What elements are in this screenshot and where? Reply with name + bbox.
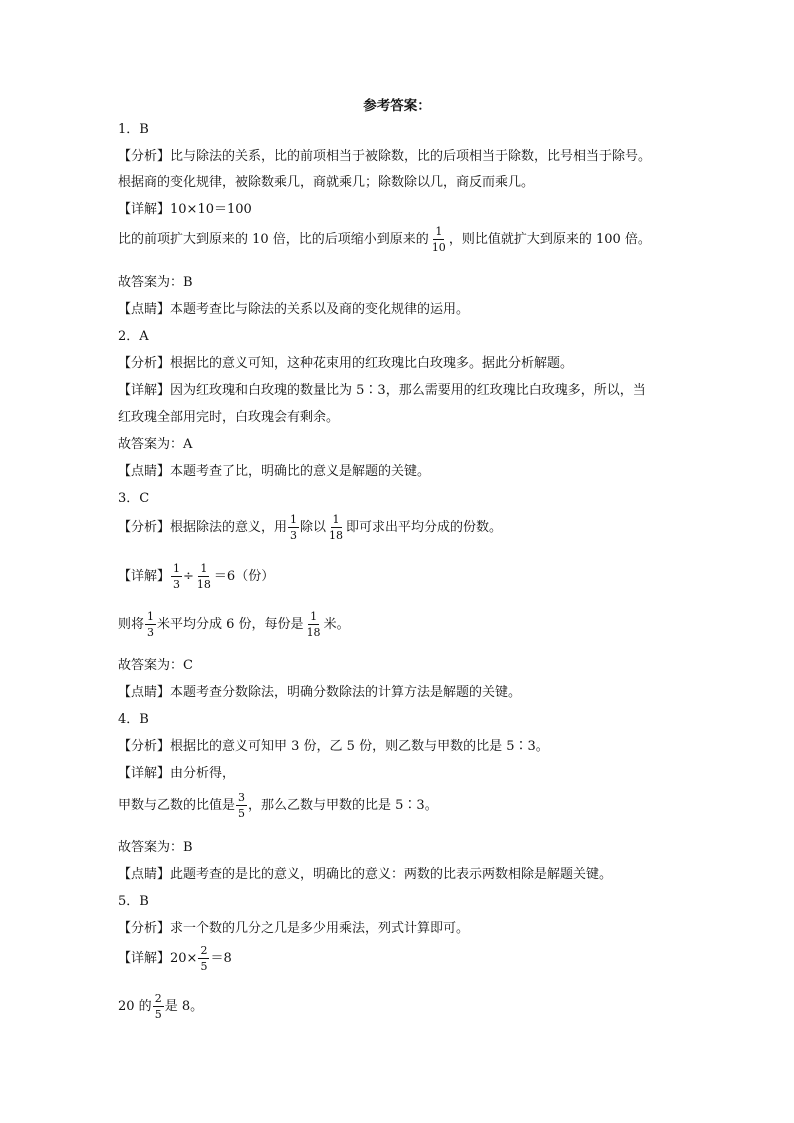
q1-comment: [118, 298, 469, 317]
q4-number: 4．B: [118, 712, 149, 727]
fraction-denominator: 10: [431, 241, 446, 254]
operator: ÷: [183, 569, 194, 584]
fraction: [195, 563, 213, 590]
q4-analysis: [118, 735, 549, 754]
fraction-numerator: 2: [154, 992, 162, 1005]
analysis-text: 根据除法的意义，用: [170, 520, 288, 535]
q4-detail: [118, 762, 235, 781]
line-text: ，则比值就扩大到原来的 100 倍。: [448, 232, 651, 247]
line-text: ，那么乙数与甲数的比是 5∶3。: [248, 798, 438, 813]
analysis-text: 根据比的意义可知，这种花束用的红玫瑰比白玫瑰多。据此分析解题。: [170, 356, 574, 371]
comment-text: 本题考查了比，明确比的意义是解题的关键。: [170, 464, 431, 479]
fraction-denominator: 3: [290, 529, 298, 542]
detail-text: ＝6（份）: [213, 569, 275, 584]
detail-tag: 【详解】: [118, 569, 171, 584]
line-text: 甲数与乙数的比值是: [118, 798, 236, 813]
analysis-tag: 【分析】: [118, 356, 171, 371]
fraction-numerator: 2: [200, 944, 208, 957]
q2-detail-cont: 红玫瑰全部用完时，白玫瑰会有剩余。: [118, 410, 340, 425]
analysis-tag: 【分析】: [118, 149, 171, 164]
q3-analysis: [118, 514, 502, 541]
q4-detail-line: [118, 792, 438, 819]
q1-analysis-cont: 根据商的变化规律，被除数乘几，商就乘几；除数除以几，商反而乘几。: [118, 175, 535, 190]
q3-detail-line: [118, 611, 350, 638]
q4-comment: [118, 863, 612, 882]
fraction: [288, 514, 299, 541]
page-title: 参考答案：: [363, 98, 431, 114]
detail-tag: 【详解】: [118, 766, 171, 781]
fraction: [305, 611, 323, 638]
q2-comment: [118, 460, 430, 479]
detail-text: 由分析得，: [170, 766, 236, 781]
fraction: [198, 945, 209, 972]
fraction-denominator: 3: [173, 578, 181, 591]
fraction: [430, 226, 448, 253]
fraction-numerator: 1: [147, 610, 155, 623]
q5-detail: [118, 945, 232, 972]
fraction-denominator: 5: [154, 1008, 162, 1021]
comment-tag: 【点睛】: [118, 867, 171, 882]
comment-text: 本题考查比与除法的关系以及商的变化规律的运用。: [170, 302, 470, 317]
line-text: 比的前项扩大到原来的 10 倍，比的后项缩小到原来的: [118, 232, 429, 247]
analysis-text: 求一个数的几分之几是多少用乘法，列式计算即可。: [170, 921, 470, 936]
fraction: [153, 993, 164, 1020]
q5-detail-line: [118, 993, 203, 1020]
q3-number: 3．C: [118, 491, 150, 506]
q3-detail: [118, 563, 274, 590]
q3-answer: 故答案为：C: [118, 658, 193, 673]
q2-number: 2．A: [118, 329, 149, 344]
fraction: [236, 792, 247, 819]
fraction-numerator: 3: [238, 791, 246, 804]
analysis-text: 比与除法的关系，比的前项相当于被除数，比的后项相当于除数，比号相当于除号。: [170, 149, 652, 164]
analysis-tag: 【分析】: [118, 520, 171, 535]
comment-tag: 【点睛】: [118, 685, 171, 700]
line-text: 20 的: [118, 999, 152, 1014]
detail-tag: 【详解】: [118, 202, 171, 217]
comment-tag: 【点睛】: [118, 302, 171, 317]
line-text: 则将: [118, 617, 145, 632]
q1-number: 1．B: [118, 122, 149, 137]
detail-text: 10×10＝100: [170, 202, 252, 217]
detail-text: ＝8: [210, 951, 232, 966]
fraction-denominator: 18: [329, 529, 344, 542]
analysis-tag: 【分析】: [118, 921, 171, 936]
comment-text: 本题考查分数除法，明确分数除法的计算方法是解题的关键。: [170, 685, 522, 700]
q4-answer: 故答案为：B: [118, 840, 193, 855]
q2-detail: [118, 379, 646, 398]
fraction-numerator: 1: [173, 562, 181, 575]
q1-detail-line: [118, 226, 651, 253]
detail-text: 20×: [170, 951, 198, 966]
fraction: [327, 514, 345, 541]
q2-analysis: [118, 352, 573, 371]
fraction-numerator: 1: [435, 225, 443, 238]
q1-analysis: [118, 145, 651, 164]
q5-number: 5．B: [118, 894, 149, 909]
comment-text: 此题考查的是比的意义，明确比的意义：两数的比表示两数相除是解题关键。: [170, 867, 613, 882]
fraction-denominator: 3: [147, 626, 155, 639]
q1-detail: [118, 198, 252, 217]
fraction-denominator: 5: [200, 960, 208, 973]
detail-tag: 【详解】: [118, 383, 171, 398]
q5-analysis: [118, 917, 469, 936]
analysis-tag: 【分析】: [118, 739, 171, 754]
line-text: 米。: [323, 617, 350, 632]
fraction-numerator: 1: [310, 610, 318, 623]
fraction: [171, 563, 182, 590]
line-text: 是 8。: [164, 999, 204, 1014]
analysis-text: 除以: [300, 520, 327, 535]
analysis-text: 即可求出平均分成的份数。: [346, 520, 503, 535]
q1-answer: 故答案为：B: [118, 275, 193, 290]
fraction: [145, 611, 156, 638]
q3-comment: [118, 681, 521, 700]
fraction-denominator: 18: [306, 626, 321, 639]
fraction-denominator: 18: [196, 578, 211, 591]
fraction-numerator: 1: [332, 513, 340, 526]
fraction-numerator: 1: [290, 513, 298, 526]
comment-tag: 【点睛】: [118, 464, 171, 479]
q2-answer: 故答案为：A: [118, 437, 193, 452]
analysis-text: 根据比的意义可知甲 3 份，乙 5 份，则乙数与甲数的比是 5∶3。: [170, 739, 549, 754]
fraction-numerator: 1: [200, 562, 208, 575]
fraction-denominator: 5: [238, 807, 246, 820]
detail-text: 因为红玫瑰和白玫瑰的数量比为 5∶3，那么需要用的红玫瑰比白玫瑰多，所以，当: [170, 383, 646, 398]
line-text: 米平均分成 6 份，每份是: [157, 617, 304, 632]
detail-tag: 【详解】: [118, 951, 171, 966]
